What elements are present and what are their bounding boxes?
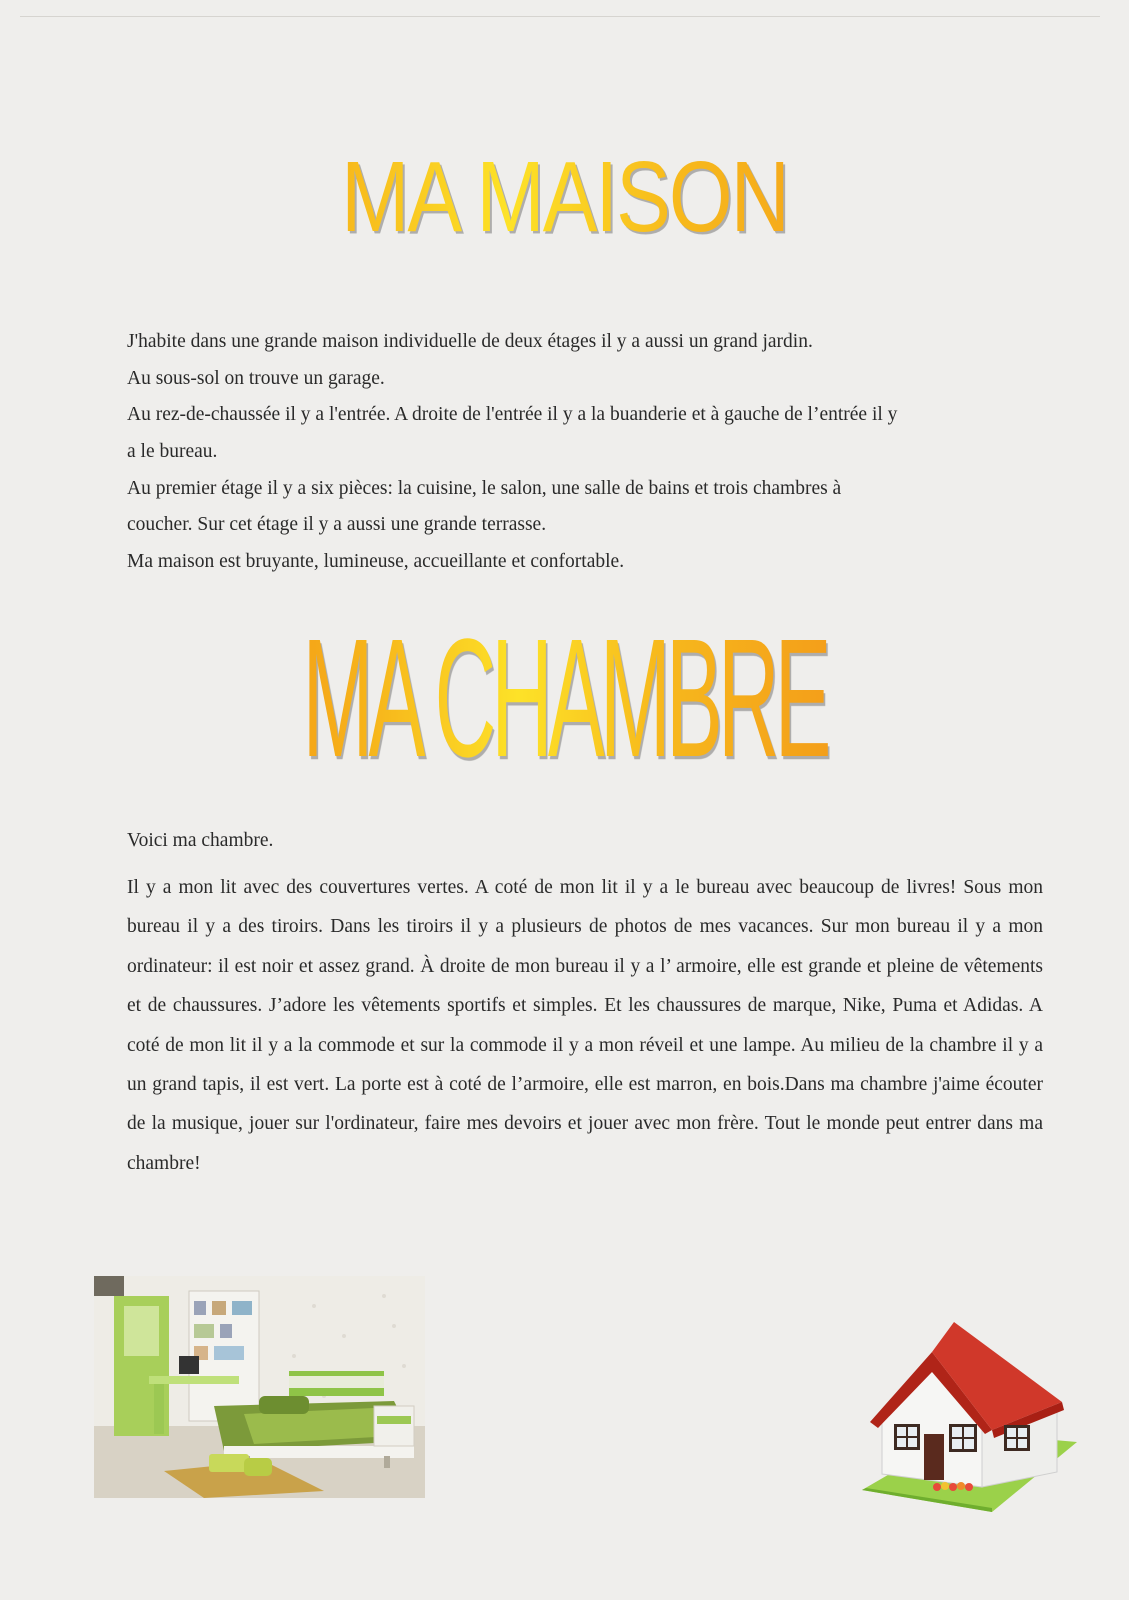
maison-line: Ma maison est bruyante, lumineuse, accueillante et confortable.: [127, 551, 625, 573]
maison-paragraph: [127, 324, 1043, 581]
house-clipart: [842, 1322, 1082, 1512]
top-edge-line: [20, 16, 1100, 17]
maison-line: Au premier étage il y a six pièces: la cuisine, le salon, une salle de bains et trois chambres à: [127, 477, 842, 499]
maison-line: Au rez-de-chaussée il y a l'entrée. A droite de l'entrée il y a la buanderie et à gauche de l’entrée il y: [127, 404, 898, 426]
maison-line: Au sous-sol on trouve un garage.: [127, 367, 385, 389]
voici-line: Voici ma chambre.: [127, 830, 274, 851]
maison-line: J'habite dans une grande maison individuelle de deux étages il y a aussi un grand jardin.: [127, 331, 813, 352]
title-ma-maison: MA MAISON: [0, 148, 1129, 248]
maison-line: a le bureau.: [127, 441, 218, 463]
bedroom-photo: [94, 1276, 425, 1498]
title-ma-chambre: MA CHAMBRE: [102, 615, 1028, 783]
chambre-paragraph: Il y a mon lit avec des couvertures vertes. A coté de mon lit il y a le bureau avec beaucoup de livres! Sous mon bureau il y a des tiroirs. Dans les tiroirs il y a plusieurs de photos de mes vacances. Sur mon bureau il y a mon ordinateur: il est noir et assez grand. À droite de mon bureau il y a l’ armoire, elle est grande et pleine de vêtements et de chaussures. J’adore les vêtements sportifs et simples. Et les chaussures de marque, Nike, Puma et Adidas. A coté de mon lit il y a la commode et sur la commode il y a mon réveil et une lampe. Au milieu de la chambre il y a un grand tapis, il est vert. La porte est à coté de l’armoire, elle est marron, en bois.Dans ma chambre j'aime écouter de la musique, jouer sur l'ordinateur, faire mes devoirs et jouer avec mon frère. Tout le monde peut entrer dans ma chambre!: [127, 877, 1043, 1174]
maison-line: coucher. Sur cet étage il y a aussi une grande terrasse.: [127, 514, 547, 536]
